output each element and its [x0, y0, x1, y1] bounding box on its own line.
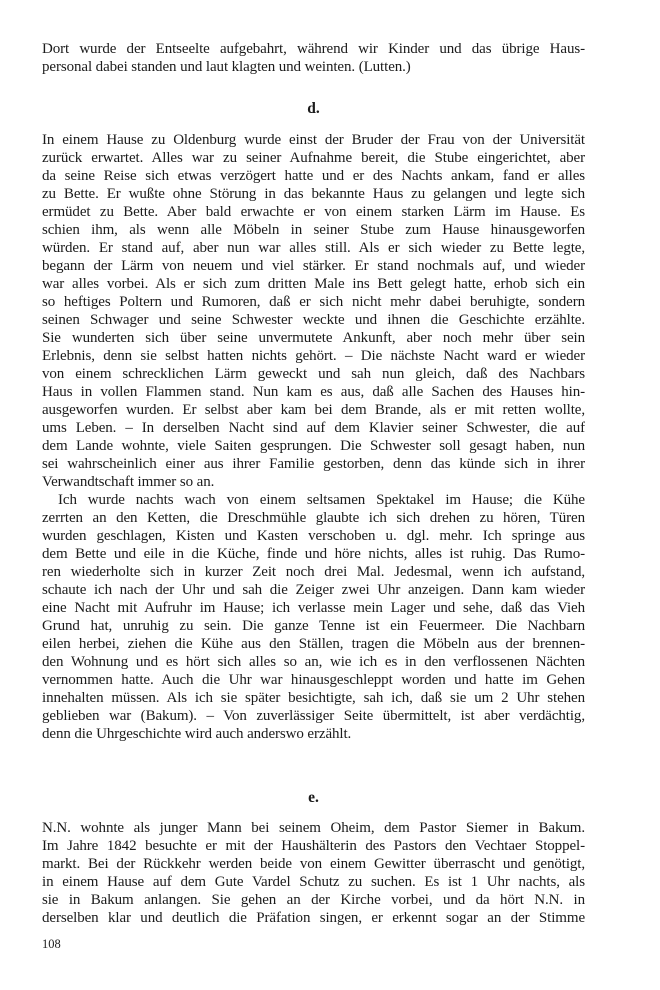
text-line: innehalten müssen. Als ich sie später besichtigte, sah ich, daß sie um 2 Uhr stehen	[42, 690, 585, 706]
text-line: sei wahrscheinlich einer aus ihrer Familie gestorben, denn das künde sich in ihrer	[42, 456, 585, 472]
text-line: Sie wunderten sich über seine unvermutete Ankunft, aber noch mehr über sein	[42, 330, 585, 346]
paragraph-d1	[42, 131, 585, 491]
text-line: dem Bette und eile in die Küche, finde und höre nichts, alles ist ruhig. Das Rumo-	[42, 546, 585, 562]
text-line: eine Nacht mit Aufruhr im Hause; ich verlasse mein Lager und sehe, daß das Vieh	[42, 600, 585, 616]
text-line: da seine Reise sich etwas verzögert hatte und er des Nachts ankam, fand er alles	[42, 168, 585, 184]
text-line: von einem schrecklichen Lärm geweckt und sah nun gleich, daß des Nachbars	[42, 366, 585, 382]
text-line: derselben klar und deutlich die Präfation singen, er erkennt sogar an der Stimme	[42, 910, 585, 926]
text-line: zurück erwartet. Alles war zu seiner Aufnahme bereit, die Stube eingerichtet, aber	[42, 150, 585, 166]
text-line: würden. Er stand auf, aber nun war alles still. Als er sich wieder zu Bette legte,	[42, 240, 585, 256]
text-line: In einem Hause zu Oldenburg wurde einst der Bruder der Frau von der Universität	[42, 132, 585, 148]
text-line: Haus in vollen Flammen stand. Nun kam es aus, daß alle Sachen des Hauses hin-	[42, 384, 585, 400]
text-line: schaute ich nach der Uhr und sah die Zeiger zwei Uhr anzeigen. Dann kam wieder	[42, 582, 585, 598]
text-line: geblieben war (Bakum). – Von zuverlässiger Seite übermittelt, ist aber verdächtig,	[42, 708, 585, 724]
text-line: ermüdet zu Bette. Aber bald erwachte er von einem starken Lärm im Hause. Es	[42, 204, 585, 220]
section-heading-d: d.	[307, 100, 320, 117]
text-line: ums Leben. – In derselben Nacht sind auf dem Klavier seiner Schwester, die auf	[42, 420, 585, 436]
text-line: dem Lande wohnte, viele Saiten gesprungen. Die Schwester soll gesagt haben, nun	[42, 438, 585, 454]
text-line: Dort wurde der Entseelte aufgebahrt, während wir Kinder und das übrige Haus-	[42, 41, 585, 57]
paragraph-intro	[42, 40, 585, 76]
text-line: war alles vorbei. Als er sich zum dritten Male ins Bett gelegt hatte, erhob sich ein	[42, 276, 585, 292]
text-line: ausgeworfen wurden. Er selbst aber kam bei dem Brande, als er mit retten wollte,	[42, 402, 585, 418]
text-column	[42, 40, 585, 951]
text-line: eilen herbei, ziehen die Kühe aus den Ställen, tragen die Möbeln aus der brennen-	[42, 636, 585, 652]
text-line: Ich wurde nachts wach von einem seltsamen Spektakel im Hause; die Kühe	[58, 492, 585, 508]
text-line: denn die Uhrgeschichte wird auch anderswo erzählt.	[42, 726, 352, 742]
page-number: 108	[42, 937, 61, 951]
text-line: vernommen hatte. Auch die Uhr war hinausgeschleppt worden und hatte im Gehen	[42, 672, 585, 688]
text-line: sie in Bakum anlangen. Sie gehen an der Kirche vorbei, und da hört N.N. in	[42, 892, 585, 908]
text-line: markt. Bei der Rückkehr werden beide von einem Gewitter überrascht und genötigt,	[42, 856, 585, 872]
text-line: Grund hat, unruhig zu sein. Die ganze Tenne ist ein Feuermeer. Die Nachbarn	[42, 618, 585, 634]
text-line: seinen Schwager und seine Schwester weckte und ihnen die Geschichte erzählte.	[42, 312, 585, 328]
text-line: schien ihm, als wenn alle Möbeln in seiner Stube zum Hause hinausgeworfen	[42, 222, 585, 238]
text-line: begann der Lärm von neuem und viel stärker. Er stand nochmals auf, und wieder	[42, 258, 585, 274]
text-line: N.N. wohnte als junger Mann bei seinem Oheim, dem Pastor Siemer in Bakum.	[42, 820, 585, 836]
text-line: zerrten an den Ketten, die Dreschmühle glaubte ich sich drehen zu hören, Türen	[42, 510, 585, 526]
text-line: Verwandtschaft immer so an.	[42, 474, 215, 490]
text-line: Im Jahre 1842 besuchte er mit der Haushälterin des Pastors den Vechtaer Stoppel-	[42, 838, 585, 854]
text-line: zu Bette. Er wußte ohne Störung in das bekannte Haus zu gelangen und legte sich	[42, 186, 585, 202]
text-line: wurden geschlagen, Kisten und Kasten verschoben u. dgl. mehr. Ich springe aus	[42, 528, 585, 544]
text-line: in einem Hause auf dem Gute Vardel Schutz zu suchen. Es ist 1 Uhr nachts, als	[42, 874, 585, 890]
text-line: personal dabei standen und laut klagten und weinten. (Lutten.)	[42, 59, 411, 75]
section-heading-e: e.	[308, 789, 319, 806]
text-line: so heftiges Poltern und Rumoren, daß er sich nicht mehr dabei beruhigte, sondern	[42, 294, 585, 310]
text-line: Erlebnis, denn sie selbst hatten nichts gehört. – Die nächste Nacht ward er wieder	[42, 348, 585, 364]
text-line: den Wohnung und es hört sich alles so an, wie ich es in den verflossenen Nächten	[42, 654, 585, 670]
text-line: ren wiederholte sich in kurzer Zeit noch drei Mal. Jedesmal, wenn ich aufstand,	[42, 564, 585, 580]
paragraph-d2	[42, 491, 585, 743]
paragraph-e1	[42, 819, 585, 927]
